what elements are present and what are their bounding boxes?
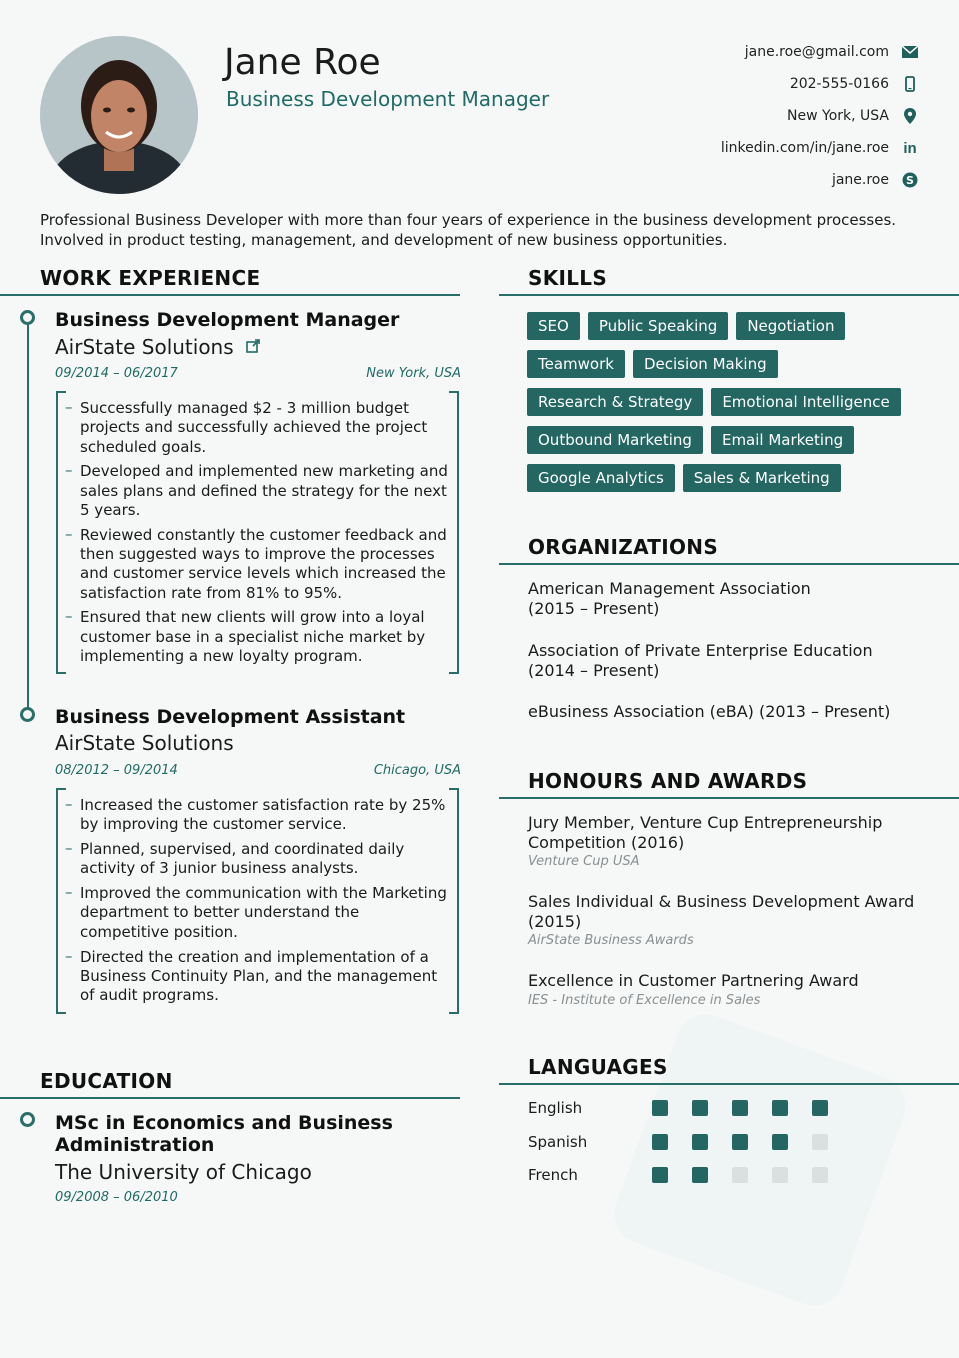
contact-skype-text[interactable]: jane.roe	[831, 172, 889, 188]
proficiency-square	[732, 1100, 748, 1116]
list-item: – Planned, supervised, and coordinated daily activity of 3 junior business analysts.	[80, 840, 449, 879]
language-level	[652, 1100, 852, 1116]
skill-tag: Emotional Intelligence	[711, 388, 900, 416]
section-title-organizations: ORGANIZATIONS	[528, 535, 719, 559]
skill-tag: Negotiation	[736, 312, 845, 340]
contact-skype[interactable]	[721, 164, 919, 196]
contact-email-text[interactable]: jane.roe@gmail.com	[744, 44, 889, 60]
section-divider	[499, 563, 959, 565]
contact-phone-text[interactable]: 202-555-0166	[789, 76, 889, 92]
award-title: Jury Member, Venture Cup Entrepreneurship Competition (2016)	[528, 813, 883, 852]
proficiency-square	[812, 1167, 828, 1183]
section-title-work: WORK EXPERIENCE	[40, 266, 261, 290]
education-degree: MSc in Economics and Business Administration	[55, 1112, 393, 1156]
list-item: – Successfully managed $2 - 3 million budget projects and successfully achieved the project scheduled goals.	[80, 399, 449, 457]
contact-location-text: New York, USA	[787, 108, 889, 124]
award-issuer: AirState Business Awards	[528, 933, 694, 948]
job-bullets	[56, 788, 459, 1014]
proficiency-square	[732, 1134, 748, 1150]
skill-tag: Decision Making	[633, 350, 778, 378]
award-title: Sales Individual & Business Development Award (2015)	[528, 892, 915, 931]
skill-tag: Google Analytics	[527, 464, 675, 492]
timeline-dot	[20, 1112, 35, 1127]
list-item: – Increased the customer satisfaction rate by 25% by improving the customer service.	[80, 796, 449, 835]
job-title: Business Development Manager	[55, 309, 400, 331]
list-item: – Reviewed constantly the customer feedback and then suggested ways to improve the processes and customer service levels which increased the satisfaction rate from 81% to 95%.	[80, 526, 449, 603]
phone-icon	[901, 75, 919, 93]
education-school: The University of Chicago	[55, 1160, 312, 1184]
proficiency-square	[692, 1134, 708, 1150]
section-divider	[0, 294, 460, 296]
skill-tag: Sales & Marketing	[683, 464, 841, 492]
award-issuer: IES - Institute of Excellence in Sales	[528, 993, 761, 1008]
candidate-role: Business Development Manager	[226, 87, 550, 111]
proficiency-square	[652, 1100, 668, 1116]
skills-list	[527, 312, 927, 502]
proficiency-square	[772, 1167, 788, 1183]
award-issuer: Venture Cup USA	[528, 854, 640, 869]
language-level	[652, 1167, 852, 1183]
timeline-line	[27, 322, 29, 714]
list-item: – Directed the creation and implementation of a Business Continuity Plan, and the management of audit programs.	[80, 948, 449, 1006]
section-divider	[499, 797, 959, 799]
language-name: Spanish	[528, 1133, 588, 1151]
job-location: New York, USA	[366, 366, 461, 381]
language-name: English	[528, 1099, 583, 1117]
job-company-name: AirState Solutions	[55, 335, 234, 359]
skype-icon	[901, 171, 919, 189]
envelope-icon	[901, 43, 919, 61]
proficiency-square	[692, 1167, 708, 1183]
contact-linkedin-text[interactable]: linkedin.com/in/jane.roe	[720, 140, 889, 156]
proficiency-square	[652, 1134, 668, 1150]
skill-tag: Teamwork	[527, 350, 625, 378]
organization-item: Association of Private Enterprise Education (2014 – Present)	[528, 641, 873, 680]
education-dates: 09/2008 – 06/2010	[55, 1190, 178, 1205]
proficiency-square	[692, 1100, 708, 1116]
linkedin-icon: in	[903, 139, 917, 157]
contact-location	[721, 100, 919, 132]
skill-tag: Email Marketing	[711, 426, 854, 454]
section-title-education: EDUCATION	[40, 1069, 173, 1093]
section-title-skills: SKILLS	[528, 266, 608, 290]
contact-list	[721, 36, 919, 196]
background-watermark	[606, 1006, 914, 1314]
section-divider	[0, 1097, 460, 1099]
proficiency-square	[772, 1100, 788, 1116]
skill-tag: Public Speaking	[588, 312, 729, 340]
contact-phone[interactable]	[721, 68, 919, 100]
svg-text:S: S	[906, 174, 914, 187]
award-title: Excellence in Customer Partnering Award	[528, 971, 859, 990]
job-company	[55, 334, 260, 359]
job-bullets	[56, 391, 459, 674]
section-divider	[499, 1083, 959, 1085]
contact-linkedin[interactable]	[721, 132, 919, 164]
job-dates: 09/2014 – 06/2017	[55, 366, 178, 381]
map-pin-icon	[901, 107, 919, 125]
section-divider	[499, 294, 959, 296]
language-name: French	[528, 1166, 578, 1184]
skill-tag: Outbound Marketing	[527, 426, 703, 454]
job-company: AirState Solutions	[55, 731, 234, 755]
job-title: Business Development Assistant	[55, 706, 406, 728]
external-link-icon[interactable]	[246, 334, 260, 358]
timeline-dot	[20, 310, 35, 325]
job-dates: 08/2012 – 09/2014	[55, 763, 178, 778]
organization-item: eBusiness Association (eBA) (2013 – Present)	[528, 702, 891, 721]
proficiency-square	[812, 1134, 828, 1150]
language-level	[652, 1134, 852, 1150]
list-item: – Improved the communication with the Marketing department to better understand the competitive position.	[80, 884, 449, 942]
profile-photo	[40, 36, 198, 194]
profile-summary: Professional Business Developer with more than four years of experience in the business development processes. Involved in product testing, management, and development of new business opportunities.	[40, 211, 897, 249]
section-title-languages: LANGUAGES	[528, 1055, 668, 1079]
candidate-name: Jane Roe	[224, 42, 381, 83]
job-location: Chicago, USA	[373, 763, 461, 778]
proficiency-square	[732, 1167, 748, 1183]
contact-email[interactable]	[721, 36, 919, 68]
list-item: – Developed and implemented new marketing and sales plans and defined the strategy for the next 5 years.	[80, 462, 449, 520]
proficiency-square	[652, 1167, 668, 1183]
proficiency-square	[772, 1134, 788, 1150]
section-title-awards: HONOURS AND AWARDS	[528, 769, 808, 793]
list-item: – Ensured that new clients will grow into a loyal customer base in a specialist niche market by implementing a new loyalty program.	[80, 608, 449, 666]
timeline-dot	[20, 707, 35, 722]
skill-tag: Research & Strategy	[527, 388, 703, 416]
organization-item: American Management Association (2015 – Present)	[528, 579, 811, 618]
skill-tag: SEO	[527, 312, 580, 340]
proficiency-square	[812, 1100, 828, 1116]
